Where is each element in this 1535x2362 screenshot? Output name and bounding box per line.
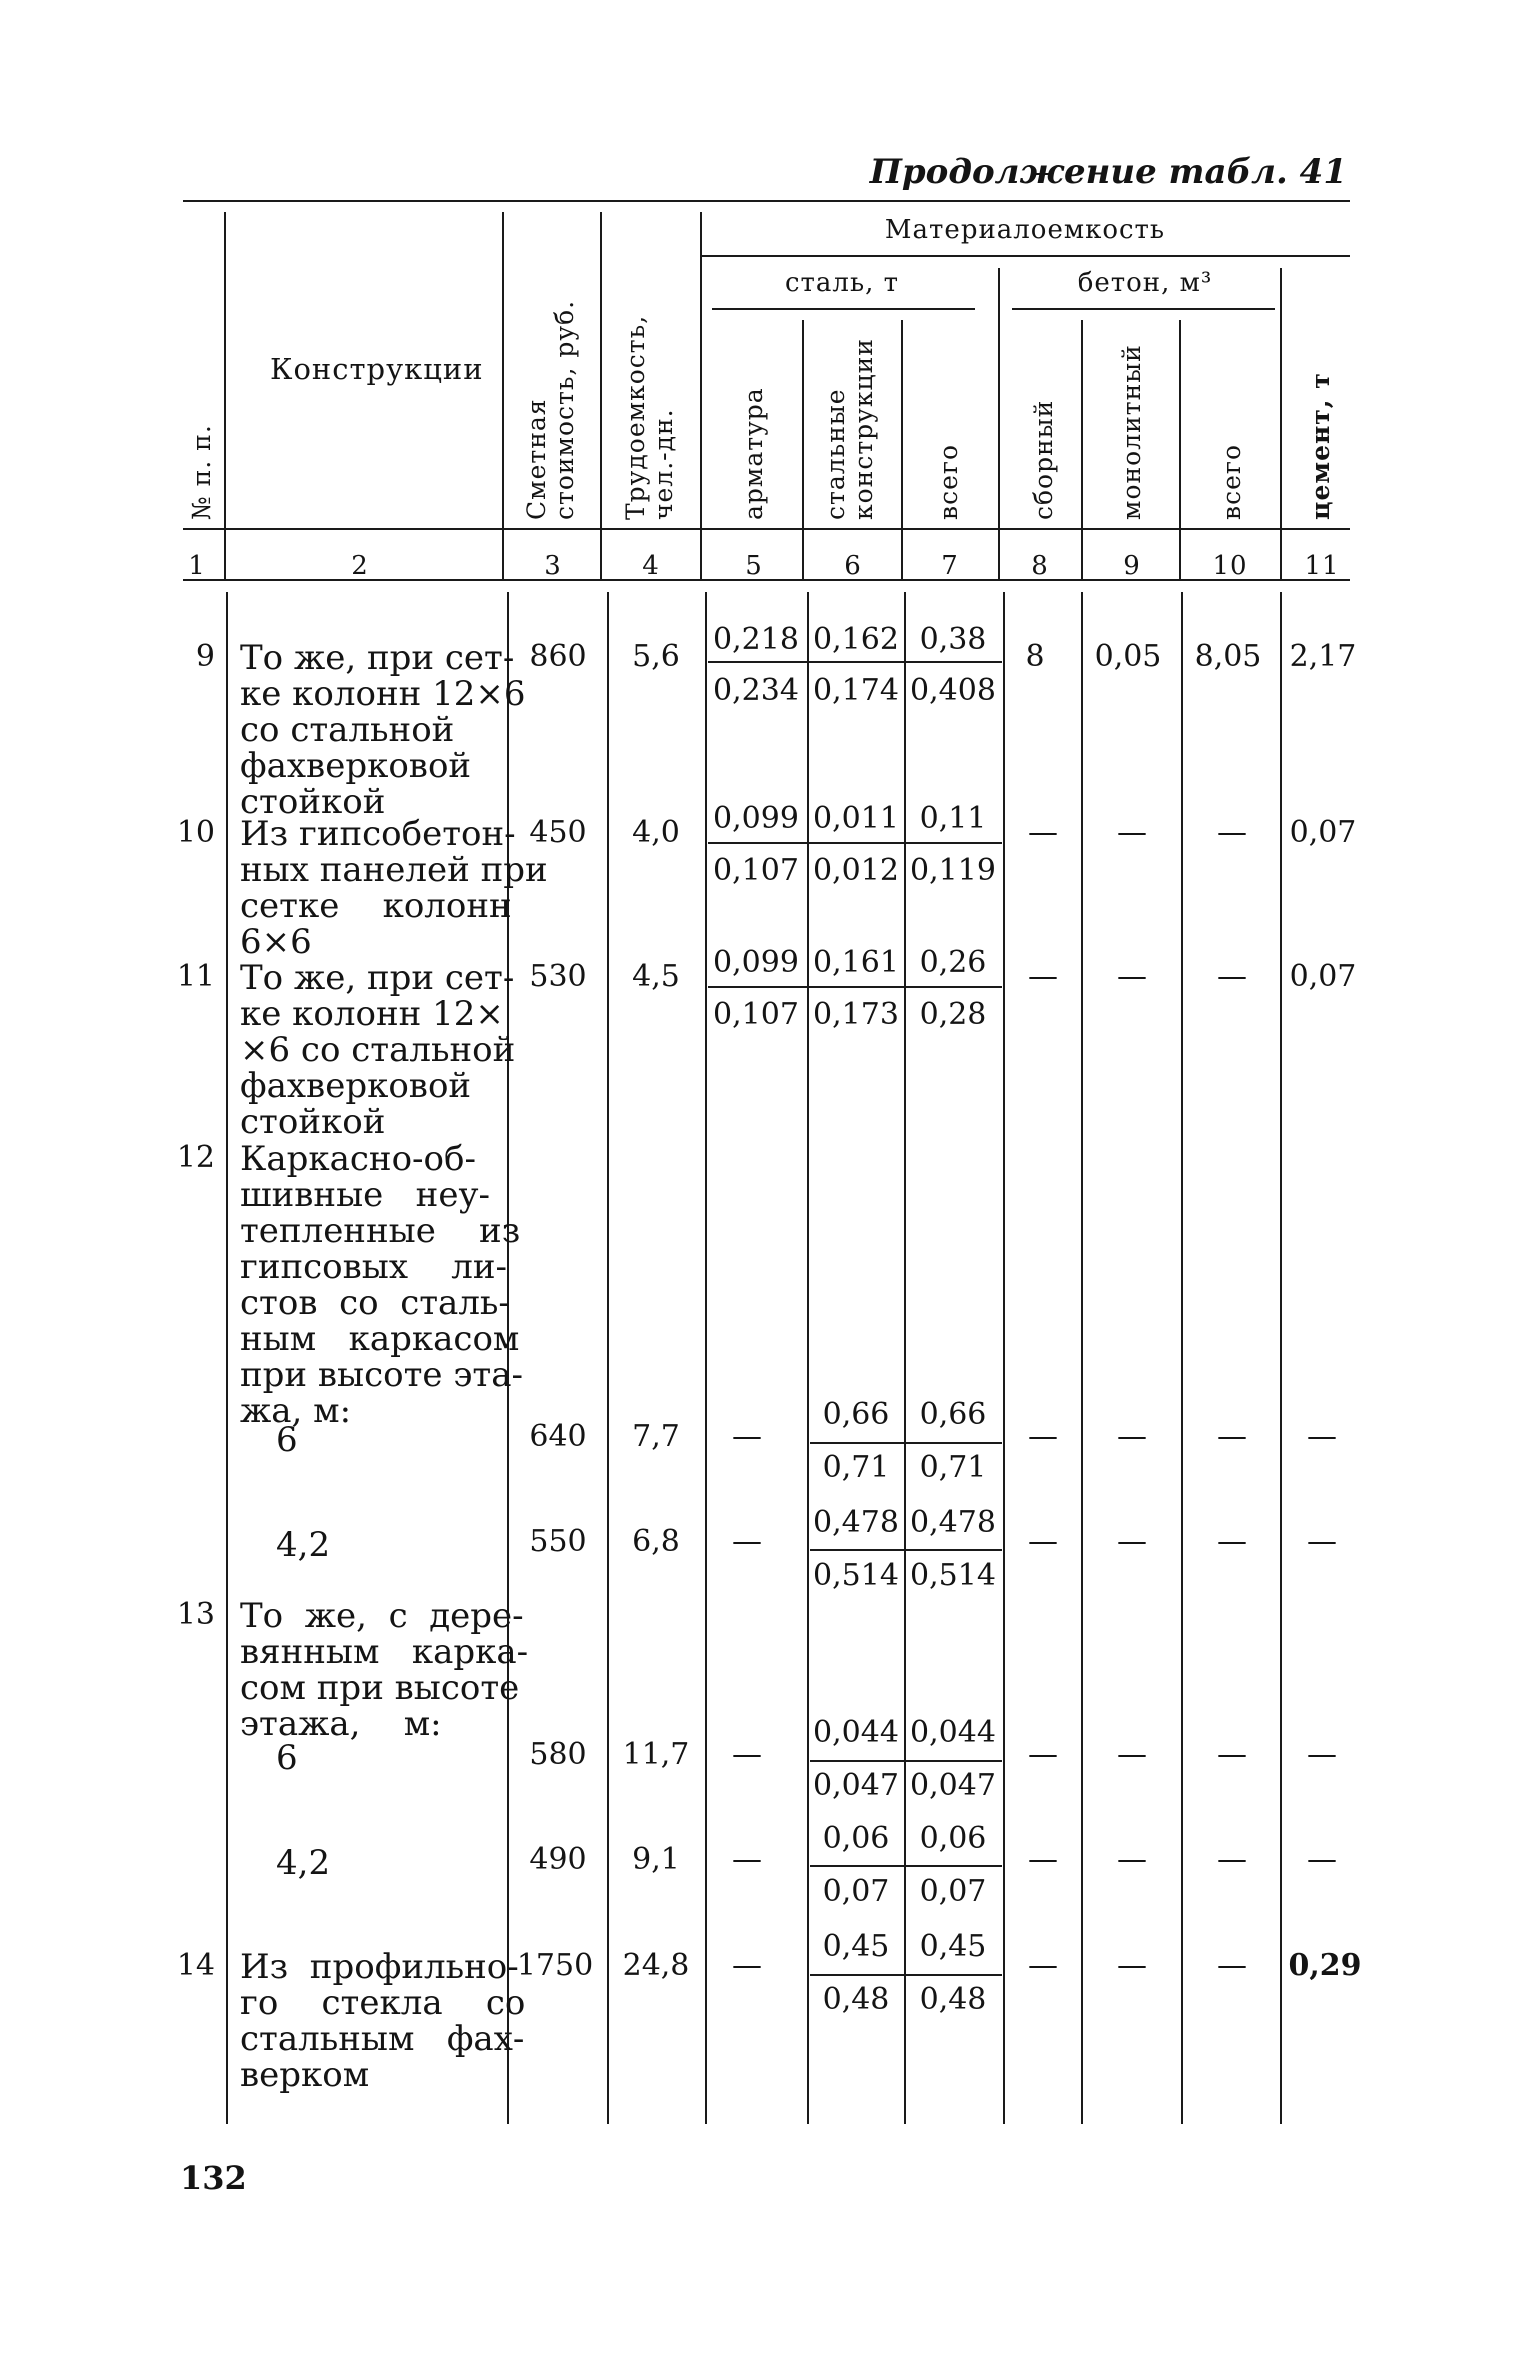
steel-total-cell-bottom: 0,408 [910,673,996,708]
monolithic-concrete-cell: — [1117,1419,1147,1454]
cement-cell: 0,29 [1288,1948,1362,1983]
subrow-height-label: 6 [276,1738,298,1778]
labor-cell: 5,6 [632,639,680,674]
cost-cell: 550 [529,1524,587,1559]
row-number: 12 [176,1140,215,1175]
steel-structures-cell-top: 0,478 [813,1505,899,1540]
monolithic-concrete-cell: — [1117,1948,1147,1983]
steel-structures-cell-top: 0,044 [813,1715,899,1750]
steel-structures-cell-bottom: 0,514 [813,1558,899,1593]
row-number: 10 [176,815,215,850]
rebar-cell-bottom: 0,107 [713,853,799,888]
col-number: 10 [1212,551,1248,581]
steel-total-cell-bottom: 0,119 [910,853,996,888]
cost-cell: 490 [529,1842,587,1877]
precast-concrete-cell: — [1028,815,1058,850]
steel-structures-cell-bottom: 0,71 [822,1450,890,1485]
cement-cell: — [1307,1737,1337,1772]
subrow-height-label: 4,2 [276,1843,331,1883]
cost-cell: 450 [529,815,587,850]
col-number: 9 [1123,551,1141,581]
steel-structures-cell-top: 0,45 [822,1929,890,1964]
row-description: То же, при сет- ке колонн 12× ×6 со стальной фахверковой стойкой [240,958,516,1142]
monolithic-concrete-cell: — [1117,815,1147,850]
cement-cell: 0,07 [1289,815,1357,850]
cement-cell: — [1307,1419,1337,1454]
cement-cell: 0,07 [1289,959,1357,994]
header-col6: стальные конструкции [821,338,878,520]
rebar-cell: — [732,1737,762,1772]
precast-concrete-cell: 8 [1025,639,1045,674]
row-number: 11 [176,959,215,994]
rebar-cell-bottom: 0,234 [713,673,799,708]
page-number: 132 [180,2159,247,2197]
steel-structures-cell-bottom: 0,047 [813,1768,899,1803]
labor-cell: 4,5 [632,959,680,994]
cost-cell: 1750 [516,1948,594,1983]
header-materials: Материалоемкость [884,215,1166,245]
concrete-total-cell: 8,05 [1194,639,1262,674]
precast-concrete-cell: — [1028,1737,1058,1772]
concrete-total-cell: — [1217,815,1247,850]
cement-cell: 2,17 [1289,639,1357,674]
rebar-cell-top: 0,218 [713,622,799,657]
steel-total-cell-bottom: 0,48 [919,1982,987,2017]
rebar-cell: — [732,1419,762,1454]
row-description: То же, при сет- ке колонн 12×6 со стальной фахверковой стойкой [240,638,526,822]
row-number: 14 [176,1948,215,1983]
steel-total-cell-top: 0,26 [919,945,987,980]
header-col2: Конструкции [270,352,484,386]
precast-concrete-cell: — [1028,1419,1058,1454]
header-col9: монолитный [1117,344,1146,520]
steel-structures-cell-top: 0,161 [813,945,899,980]
table-continuation-title: Продолжение табл. 41 [869,152,1347,192]
precast-concrete-cell: — [1028,1948,1058,1983]
row-description: Из профильно- го стекла со стальным фах- верком [240,1947,526,2095]
monolithic-concrete-cell: — [1117,1524,1147,1559]
steel-structures-cell-bottom: 0,173 [813,997,899,1032]
precast-concrete-cell: — [1028,959,1058,994]
labor-cell: 7,7 [632,1419,680,1454]
steel-structures-cell-top: 0,06 [822,1821,890,1856]
cost-cell: 860 [529,639,587,674]
labor-cell: 11,7 [622,1737,690,1772]
col-number: 5 [745,551,763,581]
col-number: 3 [544,551,562,581]
steel-total-cell-top: 0,45 [919,1929,987,1964]
steel-total-cell-top: 0,044 [910,1715,996,1750]
header-col5: арматура [739,387,768,520]
steel-structures-cell-top: 0,011 [813,801,899,836]
rebar-cell-bottom: 0,107 [713,997,799,1032]
rebar-cell: — [732,1524,762,1559]
steel-total-cell-bottom: 0,28 [919,997,987,1032]
steel-total-cell-bottom: 0,514 [910,1558,996,1593]
col-number: 11 [1304,551,1340,581]
cement-cell: — [1307,1524,1337,1559]
header-col11: цемент, т [1306,372,1335,520]
concrete-total-cell: — [1217,1948,1247,1983]
subrow-height-label: 4,2 [276,1525,331,1565]
steel-total-cell-top: 0,38 [919,622,987,657]
steel-total-cell-top: 0,66 [919,1397,987,1432]
labor-cell: 4,0 [632,815,680,850]
steel-total-cell-bottom: 0,71 [919,1450,987,1485]
concrete-total-cell: — [1217,1842,1247,1877]
col-number: 8 [1031,551,1049,581]
header-concrete: бетон, м³ [1077,268,1213,298]
col-number: 1 [188,551,206,581]
steel-structures-cell-top: 0,66 [822,1397,890,1432]
header-col4: Трудоемкость, чел.-дн. [621,314,678,520]
header-col3: Сметная стоимость, руб. [522,299,579,520]
row-description: Каркасно-об- шивные неу- тепленные из гипсовых ли- стов со сталь- ным каркасом при высоте эта- жа, м: [240,1139,523,1431]
cost-cell: 580 [529,1737,587,1772]
steel-structures-cell-top: 0,162 [813,622,899,657]
cost-cell: 640 [529,1419,587,1454]
steel-structures-cell-bottom: 0,48 [822,1982,890,2017]
monolithic-concrete-cell: — [1117,1842,1147,1877]
header-col10: всего [1217,443,1246,520]
cost-cell: 530 [529,959,587,994]
col-number: 2 [351,551,369,581]
row-number: 9 [195,639,215,674]
steel-total-cell-top: 0,478 [910,1505,996,1540]
rebar-cell-top: 0,099 [713,945,799,980]
steel-structures-cell-bottom: 0,07 [822,1874,890,1909]
monolithic-concrete-cell: — [1117,959,1147,994]
header-col1: № п. п. [187,424,216,520]
col-number: 4 [642,551,660,581]
rebar-cell: — [732,1948,762,1983]
labor-cell: 6,8 [632,1524,680,1559]
steel-structures-cell-bottom: 0,174 [813,673,899,708]
concrete-total-cell: — [1217,1524,1247,1559]
precast-concrete-cell: — [1028,1524,1058,1559]
steel-total-cell-bottom: 0,047 [910,1768,996,1803]
col-number: 6 [844,551,862,581]
steel-total-cell-bottom: 0,07 [919,1874,987,1909]
precast-concrete-cell: — [1028,1842,1058,1877]
header-col8: сборный [1029,399,1058,520]
labor-cell: 24,8 [622,1948,690,1983]
row-description: Из гипсобетон- ных панелей при сетке колонн 6×6 [240,814,548,962]
cement-cell: — [1307,1842,1337,1877]
concrete-total-cell: — [1217,959,1247,994]
header-steel: сталь, т [784,268,900,298]
row-description: То же, с дере- вянным карка- сом при высоте этажа, м: [240,1596,529,1744]
rebar-cell: — [732,1842,762,1877]
concrete-total-cell: — [1217,1419,1247,1454]
concrete-total-cell: — [1217,1737,1247,1772]
rebar-cell-top: 0,099 [713,801,799,836]
subrow-height-label: 6 [276,1420,298,1460]
labor-cell: 9,1 [632,1842,680,1877]
monolithic-concrete-cell: 0,05 [1094,639,1162,674]
monolithic-concrete-cell: — [1117,1737,1147,1772]
steel-total-cell-top: 0,11 [919,801,987,836]
row-number: 13 [176,1597,215,1632]
steel-total-cell-top: 0,06 [919,1821,987,1856]
steel-structures-cell-bottom: 0,012 [813,853,899,888]
col-number: 7 [941,551,959,581]
header-col7: всего [934,443,963,520]
